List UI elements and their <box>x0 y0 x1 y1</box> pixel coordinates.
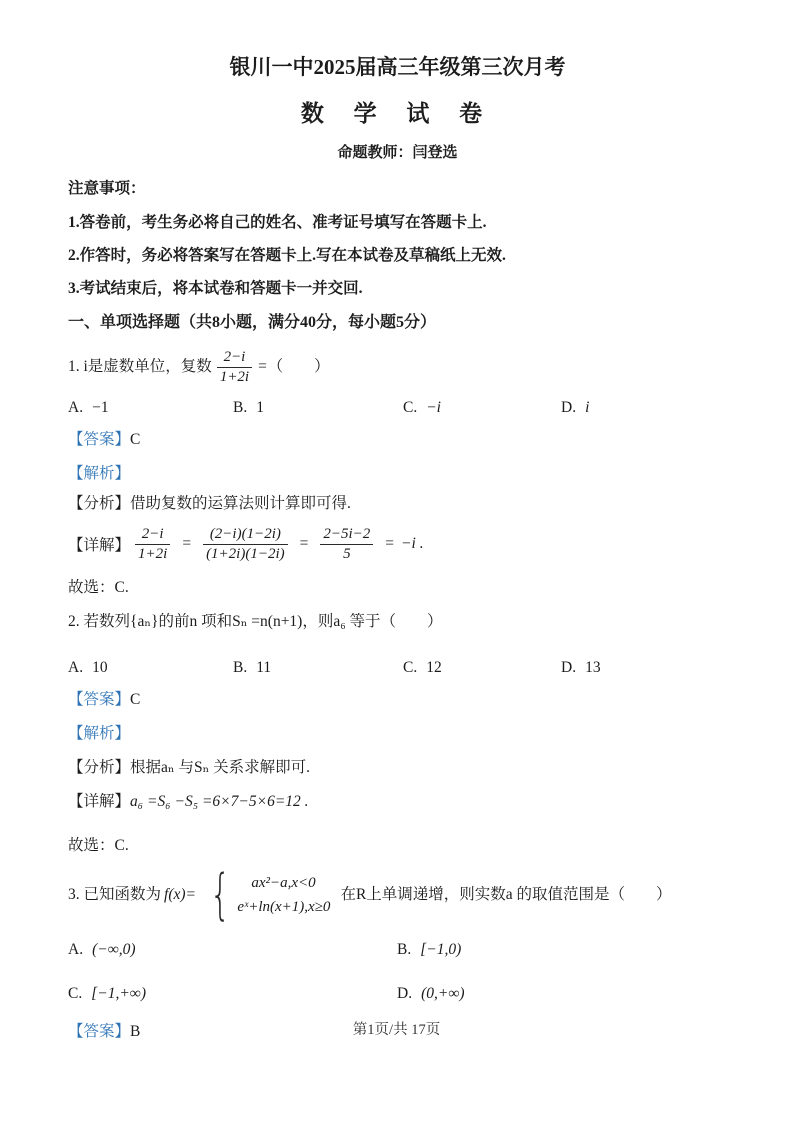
answer-letter: C <box>130 431 141 448</box>
left-brace: { <box>209 863 231 926</box>
option-value: (−∞,0) <box>92 941 136 958</box>
option-1d <box>561 397 727 419</box>
question-1-detail <box>68 521 727 567</box>
option-2d <box>561 657 727 679</box>
fenxi-tag: 【分析】 <box>68 759 131 776</box>
question-1-answer-paren: （ ） <box>267 358 330 375</box>
option-label: C. <box>403 399 418 416</box>
detail-result: −i . <box>401 535 424 552</box>
equals-sign: = <box>299 535 309 552</box>
fraction-denominator: 1+2i <box>135 544 170 564</box>
answer-letter: C <box>130 691 141 708</box>
option-label: B. <box>233 399 248 416</box>
question-1-text: 1. i是虚数单位，复数 <box>68 358 212 375</box>
question-1-fraction <box>217 348 252 387</box>
question-2-analysis-tag <box>68 723 727 745</box>
option-label: C. <box>403 659 418 676</box>
question-1-analysis-tag <box>68 463 727 485</box>
question-2-detail <box>68 791 727 813</box>
option-1a <box>68 397 233 419</box>
fraction-numerator: 2−i <box>141 525 164 542</box>
analysis-tag: 【解析】 <box>68 465 131 482</box>
option-label: C. <box>68 985 83 1002</box>
option-3b <box>397 939 727 961</box>
detail-fraction-1 <box>135 525 170 564</box>
option-value: i <box>585 399 590 416</box>
question-3-stem <box>68 865 727 925</box>
option-2a <box>68 657 233 679</box>
fenxi-text: 根据aₙ 与Sₙ 关系求解即可. <box>130 759 311 776</box>
equals-sign: = <box>385 535 395 552</box>
answer-tag: 【答案】 <box>68 1023 131 1040</box>
fenxi-text: 借助复数的运算法则计算即可得. <box>130 495 351 512</box>
option-2c <box>403 657 561 679</box>
option-3d <box>397 983 727 1005</box>
function-notation: f(x)= <box>164 886 196 903</box>
question-1-options <box>68 397 727 419</box>
fenxi-tag: 【分析】 <box>68 495 131 512</box>
option-value: [−1,0) <box>420 941 462 958</box>
exam-subtitle: 数 学 试 卷 <box>300 101 495 126</box>
option-value: 10 <box>92 659 108 676</box>
question-2-stem: 2. 若数列{aₙ}的前n 项和Sₙ =n(n+1)，则a₆ 等于（ ） <box>68 613 443 630</box>
fraction-numerator: 2−i <box>223 348 246 365</box>
page-footer: 第1页/共 17页 <box>352 1022 441 1038</box>
question-1-answer <box>68 429 727 451</box>
option-label: B. <box>233 659 248 676</box>
option-value: (0,+∞) <box>421 985 465 1002</box>
piecewise-function <box>203 863 331 926</box>
question-2-answer <box>68 689 727 711</box>
option-value: −1 <box>92 399 109 416</box>
option-label: A. <box>68 399 84 416</box>
piecewise-case-2: eˣ+ln(x+1),x≥0 <box>237 898 331 915</box>
option-3c <box>68 983 397 1005</box>
option-value: −i <box>426 399 441 416</box>
notice-item-1: 1.答卷前，考生务必将自己的姓名、准考证号填写在答题卡上. <box>68 214 487 231</box>
option-value: 13 <box>585 659 601 676</box>
option-value: 12 <box>426 659 442 676</box>
detail-equation: a₆ =S₆ −S₅ =6×7−5×6=12 . <box>130 793 309 810</box>
question-2-fenxi <box>68 757 727 779</box>
section-1-heading: 一、单项选择题（共8小题，满分40分，每小题5分） <box>68 314 437 331</box>
detail-equation <box>130 525 424 564</box>
option-label: D. <box>561 659 577 676</box>
question-3-text: 3. 已知函数为 <box>68 886 162 903</box>
option-value: 11 <box>256 659 272 676</box>
option-label: D. <box>561 399 577 416</box>
question-2-conclusion: 故选：C. <box>68 837 129 854</box>
option-value: 1 <box>256 399 264 416</box>
detail-fraction-2 <box>203 525 288 564</box>
fraction-denominator: 5 <box>320 544 373 564</box>
option-label: A. <box>68 941 84 958</box>
fraction-numerator: (2−i)(1−2i) <box>209 525 281 542</box>
question-3-options <box>68 939 727 1005</box>
option-1c <box>403 397 561 419</box>
question-1-conclusion: 故选：C. <box>68 579 129 596</box>
fraction-numerator: 2−5i−2 <box>323 525 371 542</box>
option-1b <box>233 397 403 419</box>
fraction-denominator: 1+2i <box>217 367 252 387</box>
option-2b <box>233 657 403 679</box>
detail-fraction-3 <box>320 525 373 564</box>
notice-heading: 注意事项： <box>68 180 146 197</box>
exam-author-line: 命题教师：闫登选 <box>337 145 458 161</box>
notice-item-3: 3.考试结束后，将本试卷和答题卡一并交回. <box>68 280 363 297</box>
xiangjie-tag: 【详解】 <box>68 537 131 554</box>
equals-sign: = <box>257 358 268 375</box>
xiangjie-tag: 【详解】 <box>68 793 131 810</box>
answer-letter: B <box>130 1023 141 1040</box>
piecewise-case-1: ax²−a,x<0 <box>251 874 316 891</box>
option-value: [−1,+∞) <box>91 985 147 1002</box>
analysis-tag: 【解析】 <box>68 725 131 742</box>
exam-title: 银川一中2025届高三年级第三次月考 <box>229 55 566 79</box>
equals-sign: = <box>182 535 192 552</box>
option-label: D. <box>397 985 413 1002</box>
answer-tag: 【答案】 <box>68 691 131 708</box>
question-2-options <box>68 657 727 679</box>
fraction-denominator: (1+2i)(1−2i) <box>203 544 288 564</box>
option-label: A. <box>68 659 84 676</box>
option-label: B. <box>397 941 412 958</box>
option-3a <box>68 939 397 961</box>
question-3-text-suffix: 在R上单调递增，则实数a 的取值范围是（ ） <box>340 886 672 903</box>
piecewise-cases <box>237 874 330 917</box>
question-1-fenxi <box>68 493 727 515</box>
question-1-stem <box>68 343 727 391</box>
answer-tag: 【答案】 <box>68 431 131 448</box>
notice-item-2: 2.作答时，务必将答案写在答题卡上.写在本试卷及草稿纸上无效. <box>68 247 506 264</box>
